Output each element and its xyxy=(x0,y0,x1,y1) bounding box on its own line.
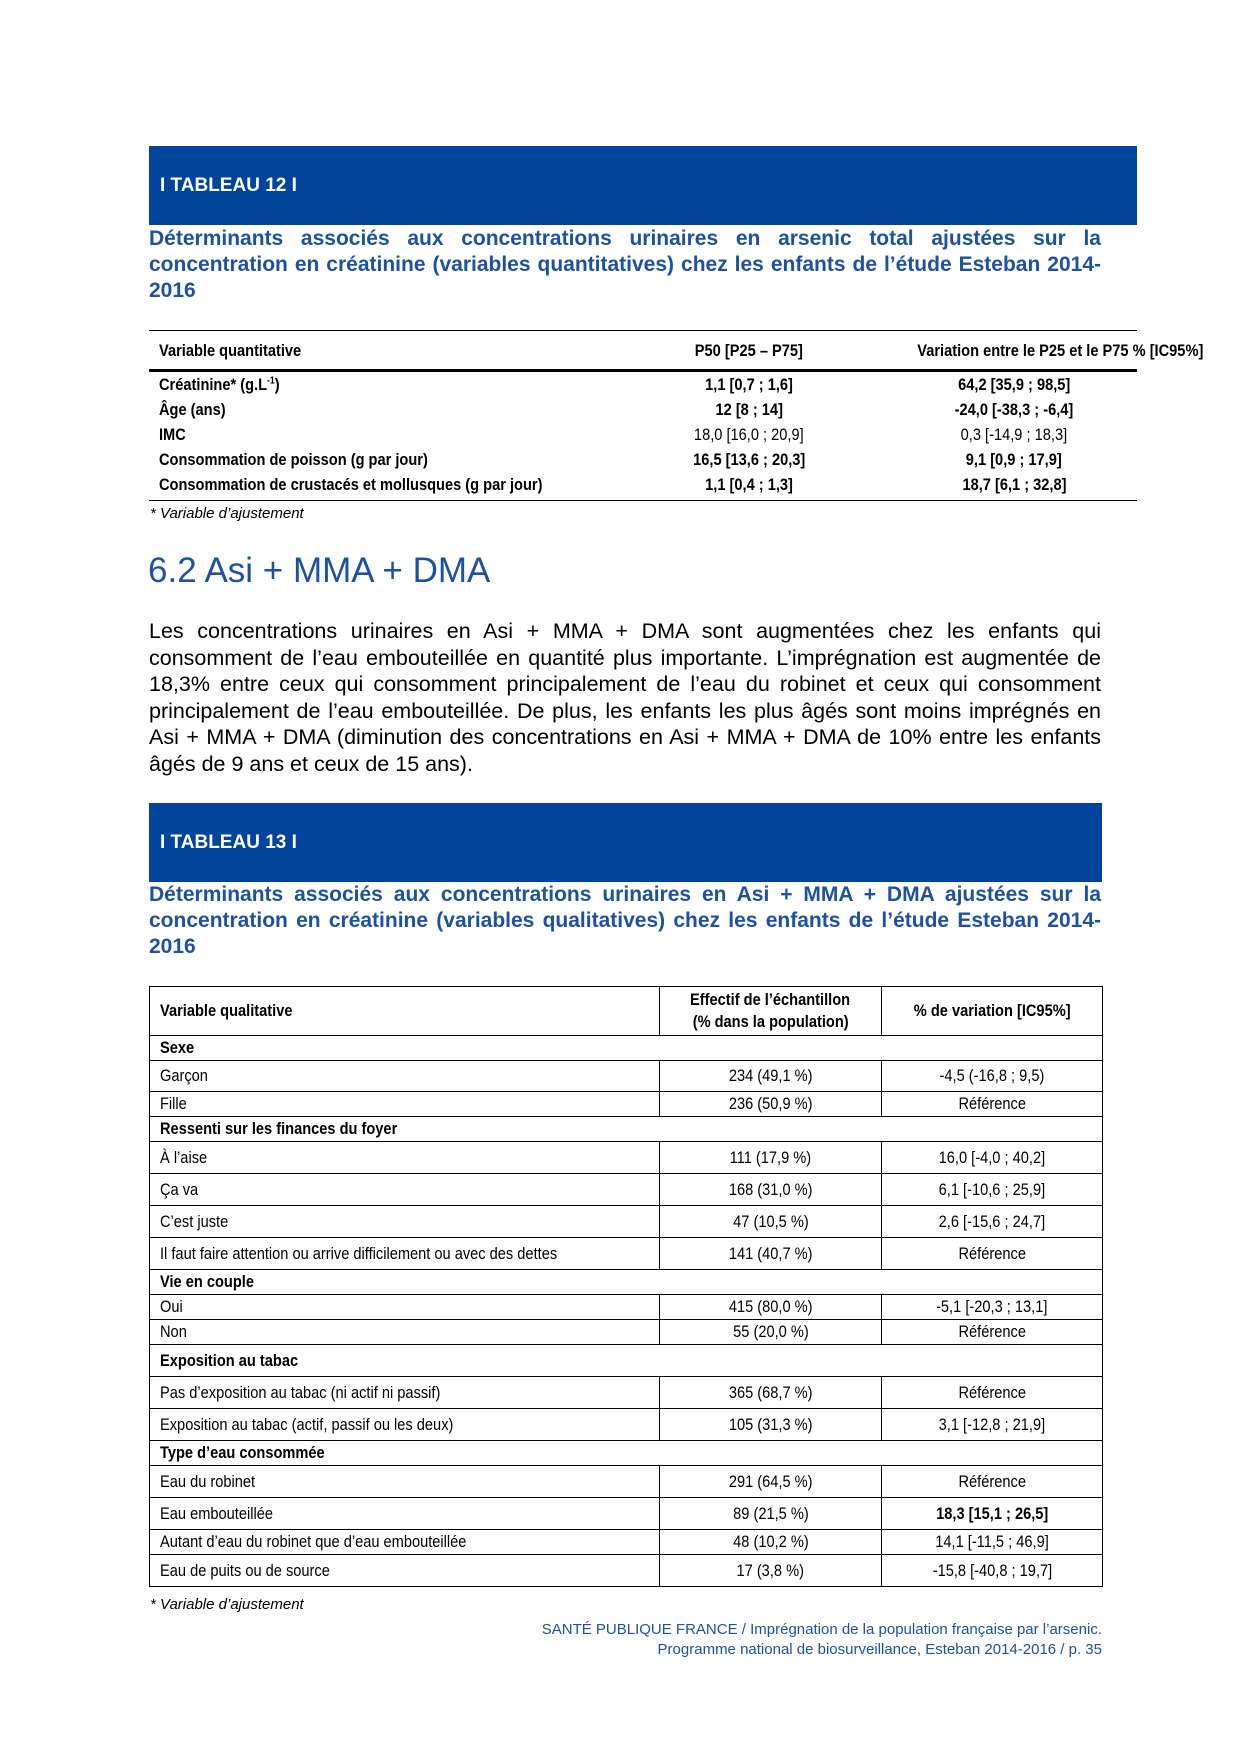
row-var: -5,1 [-20,3 ; 13,1] xyxy=(882,1295,1103,1320)
row-var: Référence xyxy=(882,1092,1103,1117)
row-n: 236 (50,9 %) xyxy=(660,1092,882,1117)
table-row xyxy=(150,1409,1103,1441)
section-title: 6.2 Asi + MMA + DMA xyxy=(148,551,491,590)
table-row xyxy=(150,1061,1103,1092)
header-variable: Variable qualitative xyxy=(150,987,660,1036)
table-row xyxy=(150,1238,1103,1270)
row-label: Oui xyxy=(150,1295,660,1320)
row-variable: Âge (ans) xyxy=(159,400,226,419)
section-label: Sexe xyxy=(150,1036,1103,1061)
row-p50: 12 [8 ; 14] xyxy=(715,400,783,419)
table-row xyxy=(149,475,1137,499)
table-row xyxy=(150,1174,1103,1206)
table12-header-p50: P50 [P25 – P75] xyxy=(694,341,804,360)
row-p50: 18,0 [16,0 ; 20,9] xyxy=(694,425,804,444)
row-variable: Consommation de crustacés et mollusques (g par jour) xyxy=(159,475,543,494)
row-n: 415 (80,0 %) xyxy=(660,1295,882,1320)
section-label: Vie en couple xyxy=(150,1270,1103,1295)
row-n: 291 (64,5 %) xyxy=(660,1466,882,1498)
table-row xyxy=(150,1530,1103,1555)
row-var: 18,3 [15,1 ; 26,5] xyxy=(882,1498,1103,1530)
row-variable: Créatinine* $(g.L^{-1})$ xyxy=(159,375,280,394)
table13-band-label: I TABLEAU 13 I xyxy=(160,832,297,853)
row-variation: 0,3 [-14,9 ; 18,3] xyxy=(960,425,1068,444)
row-label: Autant d’eau du robinet que d’eau embouteillée xyxy=(150,1530,660,1555)
section-row xyxy=(150,1036,1103,1061)
row-var: 14,1 [-11,5 ; 46,9] xyxy=(882,1530,1103,1555)
row-var: Référence xyxy=(882,1320,1103,1345)
table-row xyxy=(150,1466,1103,1498)
row-p50: 1,1 [0,7 ; 1,6] xyxy=(705,375,793,394)
footer-line-1: SANTÉ PUBLIQUE FRANCE / Imprégnation de la population française par l’arsenic. xyxy=(541,1621,1102,1638)
row-n: 168 (31,0 %) xyxy=(660,1174,882,1206)
row-label: Fille xyxy=(150,1092,660,1117)
row-label: Pas d’exposition au tabac (ni actif ni passif) xyxy=(150,1377,660,1409)
row-var: 16,0 [-4,0 ; 40,2] xyxy=(882,1142,1103,1174)
table12-band-label: I TABLEAU 12 I xyxy=(160,175,297,196)
table12-header-rule xyxy=(149,369,1137,372)
table-row xyxy=(149,450,1137,474)
row-var: 6,1 [-10,6 ; 25,9] xyxy=(882,1174,1103,1206)
table12-header-variation: Variation entre le P25 et le P75 % [IC95%] xyxy=(917,341,1204,360)
table-row xyxy=(149,400,1137,424)
row-variable: IMC xyxy=(159,425,186,444)
section-paragraph: Les concentrations urinaires en Asi + MMA + DMA sont augmentées chez les enfants qui consomment de l’eau embouteillée en quantité plus importante. L’imprégnation est augmentée de 18,3% entre ceux qui consomment principalement de l’eau du robinet et ceux qui consomment principalement de l’eau embouteillée. De plus, les enfants les plus âgés sont moins imprégnés en Asi + MMA + DMA (diminution des concentrations en Asi + MMA + DMA de 10% entre les enfants âgés de 9 ans et ceux de 15 ans). xyxy=(149,619,1101,776)
row-n: 105 (31,3 %) xyxy=(660,1409,882,1441)
row-label: Eau embouteillée xyxy=(150,1498,660,1530)
row-variation: 9,1 [0,9 ; 17,9] xyxy=(966,450,1062,469)
table12 xyxy=(149,330,1204,502)
table-row xyxy=(150,1206,1103,1238)
table-row xyxy=(150,1555,1103,1587)
section-row xyxy=(150,1345,1103,1377)
row-p50: 1,1 [0,4 ; 1,3] xyxy=(705,475,793,494)
table13 xyxy=(149,986,1103,1587)
table12-header-variable: Variable quantitative xyxy=(159,341,302,360)
footer-line-2: Programme national de biosurveillance, Esteban 2014-2016 / p. 35 xyxy=(657,1641,1102,1658)
page-footer xyxy=(542,1620,1102,1660)
table-row xyxy=(149,375,1137,399)
row-label: Garçon xyxy=(150,1061,660,1092)
table13-header-row xyxy=(150,987,1103,1036)
table-row xyxy=(150,1377,1103,1409)
row-var: Référence xyxy=(882,1238,1103,1270)
row-n: 17 (3,8 %) xyxy=(660,1555,882,1587)
row-n: 365 (68,7 %) xyxy=(660,1377,882,1409)
row-variable: Consommation de poisson (g par jour) xyxy=(159,450,428,469)
row-label: Exposition au tabac (actif, passif ou les deux) xyxy=(150,1409,660,1441)
table-row xyxy=(150,1092,1103,1117)
table-row xyxy=(149,425,1137,449)
table12-bottom-rule xyxy=(149,500,1137,501)
section-label: Ressenti sur les finances du foyer xyxy=(150,1117,1103,1142)
section-label: Exposition au tabac xyxy=(150,1345,1103,1377)
row-variation: 64,2 [35,9 ; 98,5] xyxy=(957,375,1071,394)
table13-note: * Variable d’ajustement xyxy=(150,1596,304,1613)
row-n: 141 (40,7 %) xyxy=(660,1238,882,1270)
row-var: 3,1 [-12,8 ; 21,9] xyxy=(882,1409,1103,1441)
row-label: Eau du robinet xyxy=(150,1466,660,1498)
table12-caption: Déterminants associés aux concentrations urinaires en arsenic total ajustées sur la concentration en créatinine (variables quantitatives) chez les enfants de l’étude Esteban 2014-2016 xyxy=(149,227,1101,302)
row-p50: 16,5 [13,6 ; 20,3] xyxy=(692,450,806,469)
row-variation: -24,0 [-38,3 ; -6,4] xyxy=(954,400,1074,419)
section-row xyxy=(150,1441,1103,1466)
row-n: 89 (21,5 %) xyxy=(660,1498,882,1530)
row-var: 2,6 [-15,6 ; 24,7] xyxy=(882,1206,1103,1238)
row-label: Ça va xyxy=(150,1174,660,1206)
row-n: 234 (49,1 %) xyxy=(660,1061,882,1092)
row-var: Référence xyxy=(882,1466,1103,1498)
table-row xyxy=(150,1295,1103,1320)
row-label: Eau de puits ou de source xyxy=(150,1555,660,1587)
table12-band xyxy=(149,146,1137,225)
table12-header-row xyxy=(149,341,1204,365)
row-label: Non xyxy=(150,1320,660,1345)
row-var: -4,5 (-16,8 ; 9,5) xyxy=(882,1061,1103,1092)
row-label: C’est juste xyxy=(150,1206,660,1238)
section-row xyxy=(150,1117,1103,1142)
table13-band xyxy=(149,803,1102,882)
row-variation: 18,7 [6,1 ; 32,8] xyxy=(961,475,1067,494)
row-n: 48 (10,2 %) xyxy=(660,1530,882,1555)
row-var: -15,8 [-40,8 ; 19,7] xyxy=(882,1555,1103,1587)
header-variation: % de variation [IC95%] xyxy=(882,987,1103,1036)
table-row xyxy=(150,1320,1103,1345)
header-effectif: Effectif de l’échantillon (% dans la population) xyxy=(660,987,882,1036)
table-row xyxy=(150,1498,1103,1530)
row-label: À l’aise xyxy=(150,1142,660,1174)
table13-caption: Déterminants associés aux concentrations urinaires en Asi + MMA + DMA ajustées sur la concentration en créatinine (variables qualitatives) chez les enfants de l’étude Esteban 2014-2016 xyxy=(149,883,1101,958)
row-var: Référence xyxy=(882,1377,1103,1409)
row-n: 47 (10,5 %) xyxy=(660,1206,882,1238)
section-row xyxy=(150,1270,1103,1295)
table12-top-rule xyxy=(149,330,1137,331)
section-label: Type d’eau consommée xyxy=(150,1441,1103,1466)
table12-note: * Variable d’ajustement xyxy=(150,505,304,522)
table-row xyxy=(150,1142,1103,1174)
row-n: 55 (20,0 %) xyxy=(660,1320,882,1345)
row-n: 111 (17,9 %) xyxy=(660,1142,882,1174)
row-label: Il faut faire attention ou arrive difficilement ou avec des dettes xyxy=(150,1238,660,1270)
